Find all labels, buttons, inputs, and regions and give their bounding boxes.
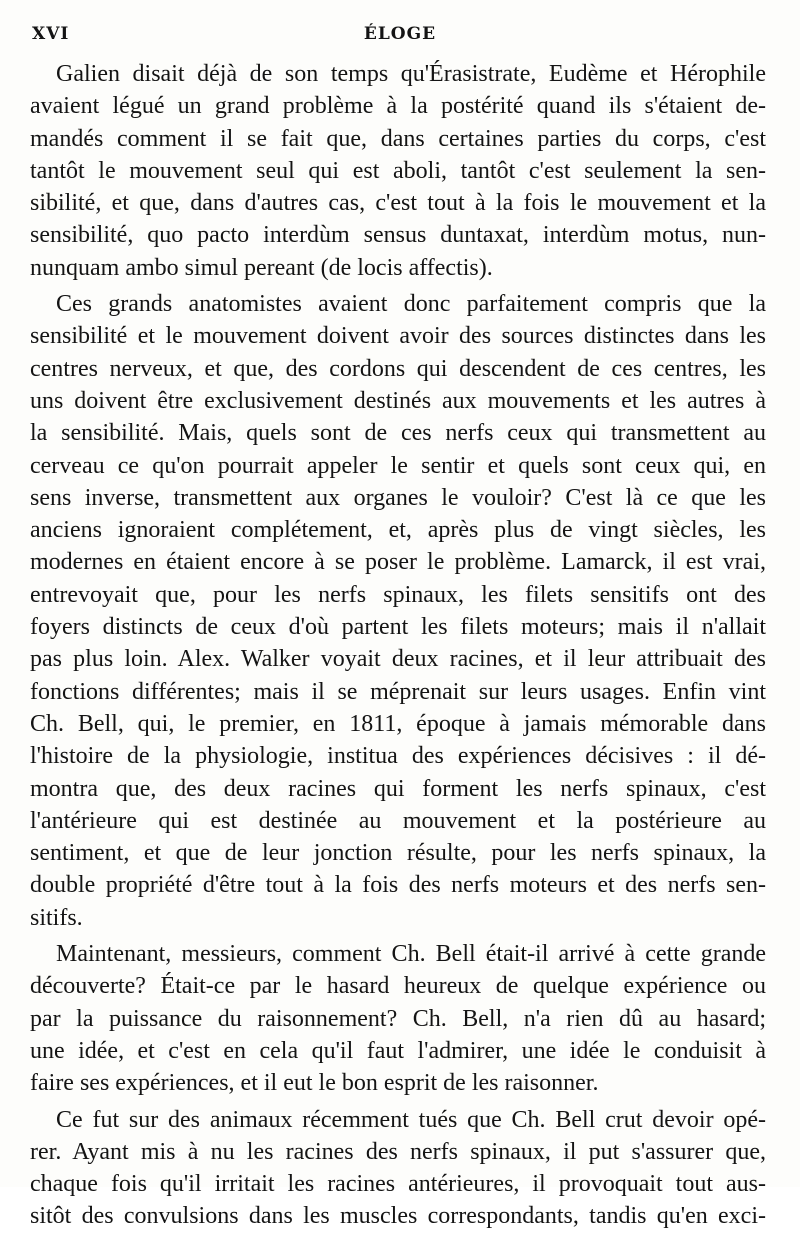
text-line: une idée, et c'est en cela qu'il faut l'admirer, une idée le conduisit à — [30, 1037, 766, 1064]
text-line: cerveau ce qu'on pourrait appeler le sentir et quels sont ceux qui, en — [30, 452, 766, 479]
text-line: Maintenant, messieurs, comment Ch. Bell était-il arrivé à cette grande — [56, 941, 766, 968]
text-line: sensibilité, quo pacto interdùm sensus duntaxat, interdùm motus, nun- — [30, 222, 766, 249]
text-line: modernes en étaient encore à se poser le problème. Lamarck, il est vrai, — [30, 549, 766, 576]
text-line: par la puissance du raisonnement? Ch. Bell, n'a rien dû au hasard; — [30, 1005, 766, 1032]
text-line: sens inverse, transmettent aux organes le vouloir? C'est là ce que les — [30, 484, 766, 511]
text-line: Ch. Bell, qui, le premier, en 1811, époque à jamais mémorable dans — [30, 710, 766, 737]
text-line: sitifs. — [30, 904, 83, 931]
body-text — [30, 58, 766, 1237]
text-line: avaient légué un grand problème à la postérité quand ils s'étaient de- — [30, 93, 766, 120]
paragraph-2 — [30, 288, 766, 934]
text-line: découverte? Était-ce par le hasard heureux de quelque expérience ou — [30, 973, 766, 1000]
text-line: sibilité, et que, dans d'autres cas, c'est tout à la fois le mouvement et la — [30, 190, 766, 217]
text-line: l'antérieure qui est destinée au mouvement et la postérieure au — [30, 807, 766, 834]
paragraph-1 — [30, 58, 766, 284]
paragraph-3 — [30, 938, 766, 1099]
text-line: tantôt le mouvement seul qui est aboli, tantôt c'est seulement la sen- — [30, 157, 766, 184]
text-line: sentiment, et que de leur jonction résulte, pour les nerfs spinaux, la — [30, 840, 766, 867]
text-line: montra que, des deux racines qui forment les nerfs spinaux, c'est — [30, 775, 766, 802]
paragraph-4 — [30, 1104, 766, 1233]
text-line: l'histoire de la physiologie, institua des expériences décisives : il dé- — [30, 743, 766, 770]
text-line: Galien disait déjà de son temps qu'Érasistrate, Eudème et Hérophile — [56, 61, 766, 87]
text-line: nunquam ambo simul pereant (de locis affectis). — [30, 254, 493, 281]
text-line: pas plus loin. Alex. Walker voyait deux racines, et il leur attribuait des — [30, 646, 766, 673]
text-line: sensibilité et le mouvement doivent avoir des sources distinctes dans les — [30, 323, 766, 350]
text-line: Ces grands anatomistes avaient donc parfaitement compris que la — [56, 291, 766, 318]
text-line: faire ses expériences, et il eut le bon esprit de les raisonner. — [30, 1070, 599, 1097]
text-line: rer. Ayant mis à nu les racines des nerfs spinaux, il put s'assurer que, — [30, 1138, 766, 1165]
text-line: la sensibilité. Mais, quels sont de ces nerfs ceux qui transmettent au — [30, 420, 766, 447]
text-line: double propriété d'être tout à la fois des nerfs moteurs et des nerfs sen- — [30, 872, 766, 899]
text-line: fonctions différentes; mais il se méprenait sur leurs usages. Enfin vint — [30, 678, 766, 705]
text-line: foyers distincts de ceux d'où partent les filets moteurs; mais il n'allait — [30, 614, 766, 641]
text-line: sitôt des convulsions dans les muscles correspondants, tandis qu'en exci- — [30, 1203, 766, 1230]
text-line: centres nerveux, et que, des cordons qui descendent de ces centres, les — [30, 355, 766, 382]
text-line: anciens ignoraient complétement, et, après plus de vingt siècles, les — [30, 517, 766, 544]
text-line: uns doivent être exclusivement destinés aux mouvements et les autres à — [30, 387, 766, 414]
page-number: XVI — [32, 24, 70, 44]
page-header — [30, 20, 770, 48]
text-line: entrevoyait que, pour les nerfs spinaux, les filets sensitifs ont des — [30, 581, 766, 608]
text-line: mandés comment il se fait que, dans certaines parties du corps, c'est — [30, 125, 766, 152]
text-line: Ce fut sur des animaux récemment tués que Ch. Bell crut devoir opé- — [56, 1106, 766, 1133]
text-line: chaque fois qu'il irritait les racines antérieures, il provoquait tout aus- — [30, 1171, 766, 1198]
running-head: ÉLOGE — [363, 24, 437, 44]
